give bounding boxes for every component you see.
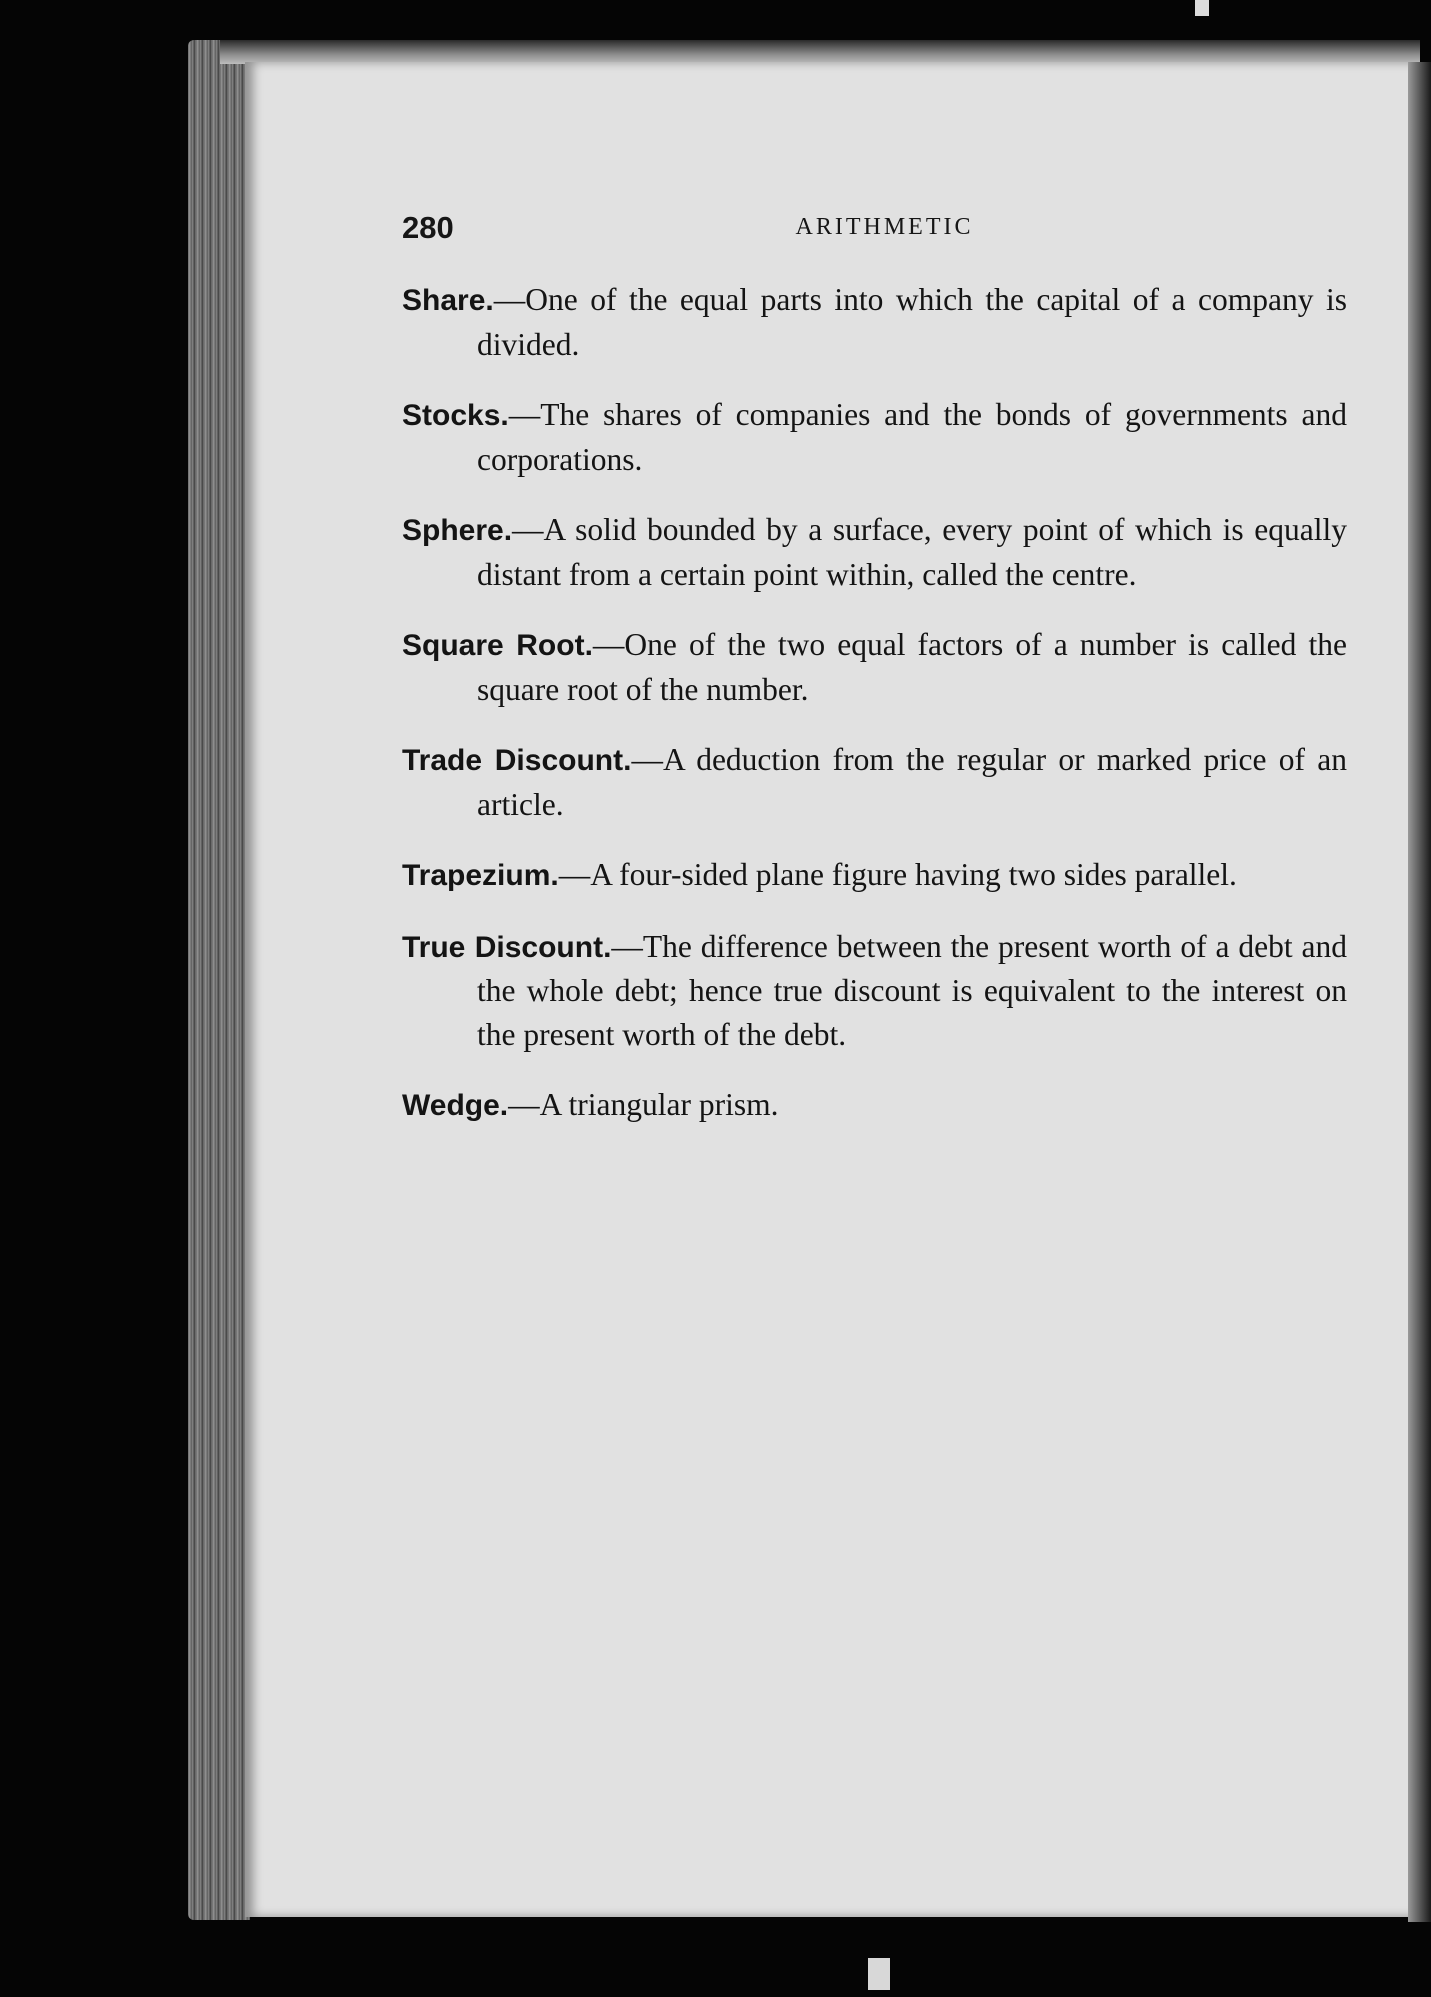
- entry-definition: —A deduction from the regular or marked price of an article.: [477, 742, 1347, 822]
- page-gutter-shadow: [1408, 62, 1431, 1922]
- glossary-entry: [402, 853, 1347, 898]
- entry-definition: —The difference between the present worth of a debt and the whole debt; hence true discount is equivalent to the interest on the present worth of the debt.: [477, 928, 1347, 1052]
- page-number: 280: [402, 210, 454, 245]
- glossary-entries: [402, 278, 1347, 1155]
- running-head: ARITHMETIC: [795, 214, 974, 240]
- entry-term: Square Root.: [402, 629, 593, 662]
- page-header: [402, 210, 1347, 250]
- entry-definition: —A solid bounded by a surface, every point of which is equally distant from a certain point within, called the centre.: [477, 512, 1347, 592]
- entry-term: True Discount.: [402, 930, 612, 964]
- entry-definition: —One of the equal parts into which the capital of a company is divided.: [477, 282, 1347, 362]
- book-page-edges: [188, 40, 250, 1920]
- glossary-entry: [402, 1083, 1347, 1128]
- entry-definition: —A triangular prism.: [508, 1087, 779, 1122]
- glossary-entry: [402, 393, 1347, 481]
- glossary-entry: [402, 925, 1347, 1057]
- glossary-entry: [402, 738, 1347, 826]
- entry-term: Share.: [402, 284, 494, 317]
- entry-definition: —The shares of companies and the bonds of governments and corporations.: [477, 397, 1347, 477]
- entry-definition: —A four-sided plane figure having two sides parallel.: [558, 857, 1237, 892]
- scan-speck: [1195, 0, 1209, 16]
- entry-term: Trade Discount.: [402, 744, 632, 777]
- scan-speck: [868, 1958, 890, 1990]
- entry-term: Wedge.: [402, 1089, 509, 1122]
- book-top-edge: [220, 40, 1420, 64]
- entry-definition: —One of the two equal factors of a number is called the square root of the number.: [477, 627, 1347, 707]
- glossary-entry: [402, 623, 1347, 711]
- glossary-entry: [402, 278, 1347, 366]
- glossary-entry: [402, 508, 1347, 596]
- entry-term: Sphere.: [402, 514, 513, 547]
- entry-term: Stocks.: [402, 399, 509, 432]
- entry-term: Trapezium.: [402, 859, 559, 892]
